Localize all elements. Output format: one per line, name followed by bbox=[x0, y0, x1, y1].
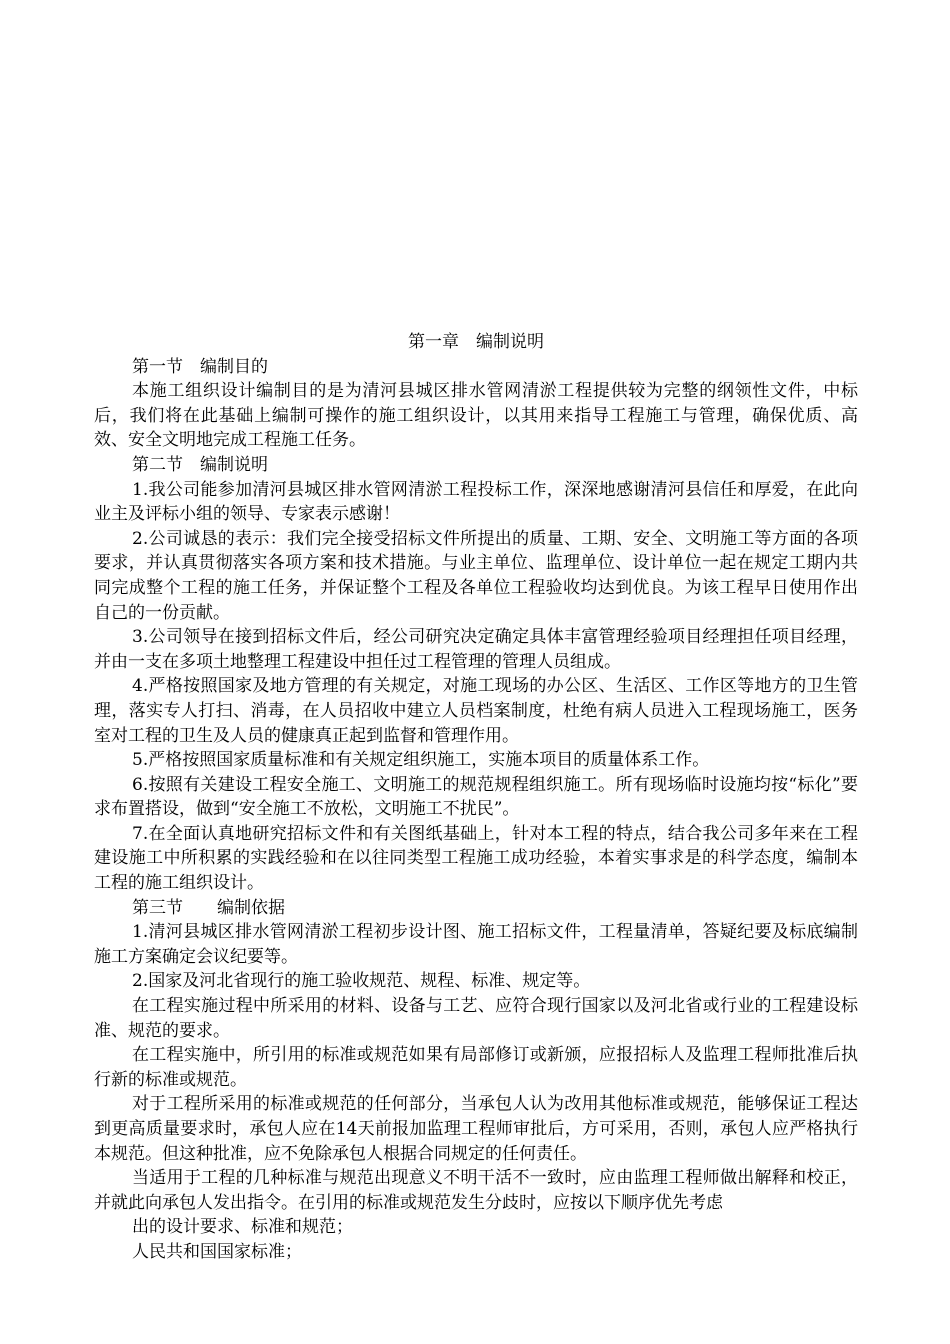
paragraph: 在工程实施过程中所采用的材料、设备与工艺、应符合现行国家以及河北省或行业的工程建设标准、规范的要求。 bbox=[94, 996, 858, 1041]
section-heading: 第一节 编制目的 bbox=[132, 356, 268, 377]
paragraph: 对于工程所采用的标准或规范的任何部分，当承包人认为改用其他标准或规范，能够保证工程达到更高质量要求时，承包人应在14天前报加监理工程师审批后，方可采用，否则，承包人应严格执行本规范。但这种批准，应不免除承包人根据合同规定的任何责任。 bbox=[94, 1094, 858, 1164]
section-heading: 第二节 编制说明 bbox=[132, 454, 268, 475]
section-heading: 第三节 编制依据 bbox=[132, 897, 285, 918]
paragraph: 4.严格按照国家及地方管理的有关规定，对施工现场的办公区、生活区、工作区等地方的卫生管理，落实专人打扫、消毒，在人员招收中建立人员档案制度，杜绝有病人员进入工程现场施工，医务室对工程的卫生及人员的健康真正起到监督和管理作用。 bbox=[94, 676, 858, 746]
paragraph: 7.在全面认真地研究招标文件和有关图纸基础上，针对本工程的特点，结合我公司多年来在工程建设施工中所积累的实践经验和在以往同类型工程施工成功经验，本着实事求是的科学态度，编制本工程的施工组织设计。 bbox=[94, 823, 858, 894]
paragraph: 3.公司领导在接到招标文件后，经公司研究决定确定具体丰富管理经验项目经理担任项目经理，并由一支在多项土地整理工程建设中担任过工程管理的管理人员组成。 bbox=[94, 627, 858, 672]
paragraph: 1.清河县城区排水管网清淤工程初步设计图、施工招标文件，工程量清单，答疑纪要及标底编制施工方案确定会议纪要等。 bbox=[94, 922, 858, 967]
paragraph: 本施工组织设计编制目的是为清河县城区排水管网清淤工程提供较为完整的纲领性文件，中标后，我们将在此基础上编制可操作的施工组织设计，以其用来指导工程施工与管理，确保优质、高效、安全文明地完成工程施工任务。 bbox=[94, 381, 858, 451]
paragraph: 在工程实施中，所引用的标准或规范如果有局部修订或新颁，应报招标人及监理工程师批准后执行新的标准或规范。 bbox=[94, 1045, 858, 1090]
paragraph: 1.我公司能参加清河县城区排水管网清淤工程投标工作，深深地感谢清河县信任和厚爱，在此向业主及评标小组的领导、专家表示感谢！ bbox=[94, 479, 858, 525]
list-item: 出的设计要求、标准和规范； bbox=[132, 1217, 353, 1238]
paragraph: 当适用于工程的几种标准与规范出现意义不明干活不一致时，应由监理工程师做出解释和校正，并就此向承包人发出指令。在引用的标准或规范发生分歧时，应按以下顺序优先考虑 bbox=[94, 1168, 858, 1213]
paragraph: 2.公司诚恳的表示：我们完全接受招标文件所提出的质量、工期、安全、文明施工等方面的各项要求，并认真贯彻落实各项方案和技术措施。与业主单位、监理单位、设计单位一起在规定工期内共同完成整个工程的施工任务，并保证整个工程及各单位工程验收均达到优良。为该工程早日使用作出自己的一份贡献。 bbox=[94, 528, 858, 623]
paragraph: 6.按照有关建设工程安全施工、文明施工的规范规程组织施工。所有现场临时设施均按“标化”要求布置搭设，做到“安全施工不放松，文明施工不扰民”。 bbox=[94, 774, 858, 820]
document-page bbox=[94, 330, 858, 1265]
list-item: 人民共和国国家标准； bbox=[132, 1241, 302, 1262]
paragraph: 2.国家及河北省现行的施工验收规范、规程、标准、规定等。 bbox=[132, 971, 591, 992]
chapter-title: 第一章 编制说明 bbox=[408, 332, 544, 352]
paragraph: 5.严格按照国家质量标准和有关规定组织施工，实施本项目的质量体系工作。 bbox=[132, 750, 710, 771]
